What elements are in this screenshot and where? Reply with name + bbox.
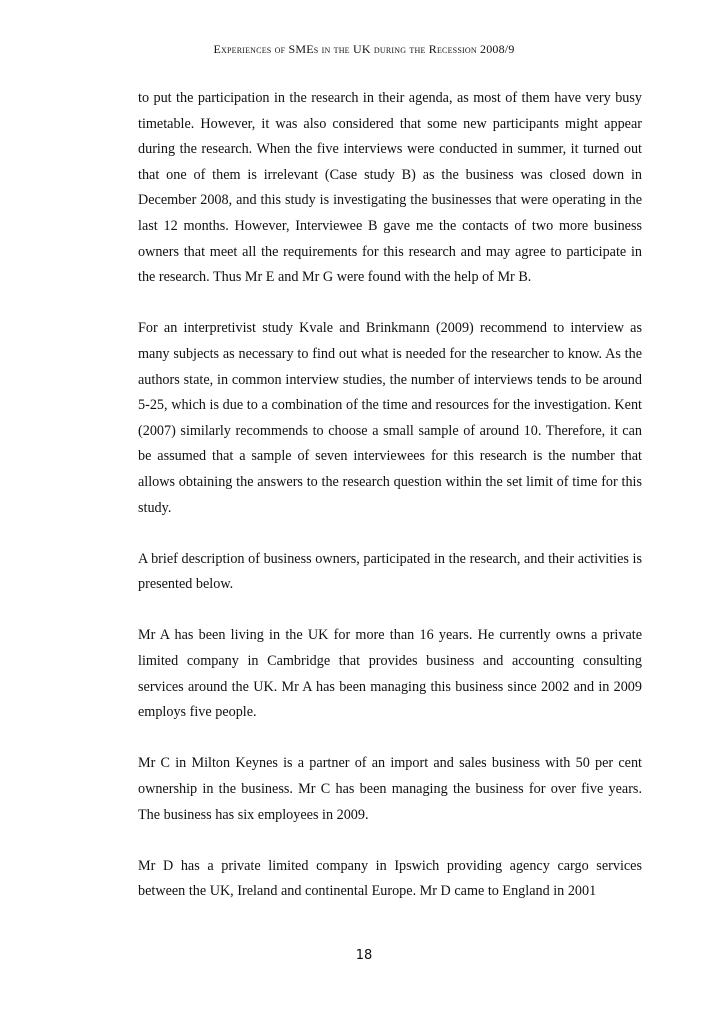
paragraph-recruitment: to put the participation in the research in their agenda, as most of them have very busy timetable. However, it was also considered that some new participants might appear during the research. When the five interviews were conducted in summer, it turned out that one of them is irrelevant (Case study B) as the business was closed down in December 2008, and this study is investigating the businesses that were operating in the last 12 months. However, Interviewee B gave me the contacts of two more business owners that meet all the requirements for this research and may agree to participate in the research. Thus Mr E and Mr G were found with the help of Mr B. — [138, 90, 642, 286]
body-text — [138, 86, 642, 905]
paragraph-mr-d: Mr D has a private limited company in Ipswich providing agency cargo services between the UK, Ireland and continental Europe. Mr D came to England in 2001 — [138, 857, 642, 900]
paragraph-mr-a: Mr A has been living in the UK for more than 16 years. He currently owns a private limited company in Cambridge that provides business and accounting consulting services around the UK. Mr A has been managing this business since 2002 and in 2009 employs five people. — [138, 627, 642, 721]
running-header-title: Experiences of SMEs in the UK during the Recession 2008/9 — [213, 42, 515, 56]
page-number: 18 — [355, 948, 373, 963]
paragraph-mr-c: Mr C in Milton Keynes is a partner of an import and sales business with 50 per cent ownership in the business. Mr C has been managing the business for over five years. The business has six employees in 2009. — [138, 755, 642, 823]
paragraph-intro-descriptions: A brief description of business owners, participated in the research, and their activities is presented below. — [138, 550, 642, 593]
running-header — [0, 41, 728, 57]
paragraph-sample-size: For an interpretivist study Kvale and Brinkmann (2009) recommend to interview as many subjects as necessary to find out what is needed for the researcher to know. As the authors state, in common interview studies, the number of interviews tends to be around 5-25, which is due to a combination of the time and resources for the investigation. Kent (2007) similarly recommends to choose a small sample of around 10. Therefore, it can be assumed that a sample of seven interviewees for this research is the number that allows obtaining the answers to the research question within the set limit of time for this study. — [138, 320, 642, 516]
